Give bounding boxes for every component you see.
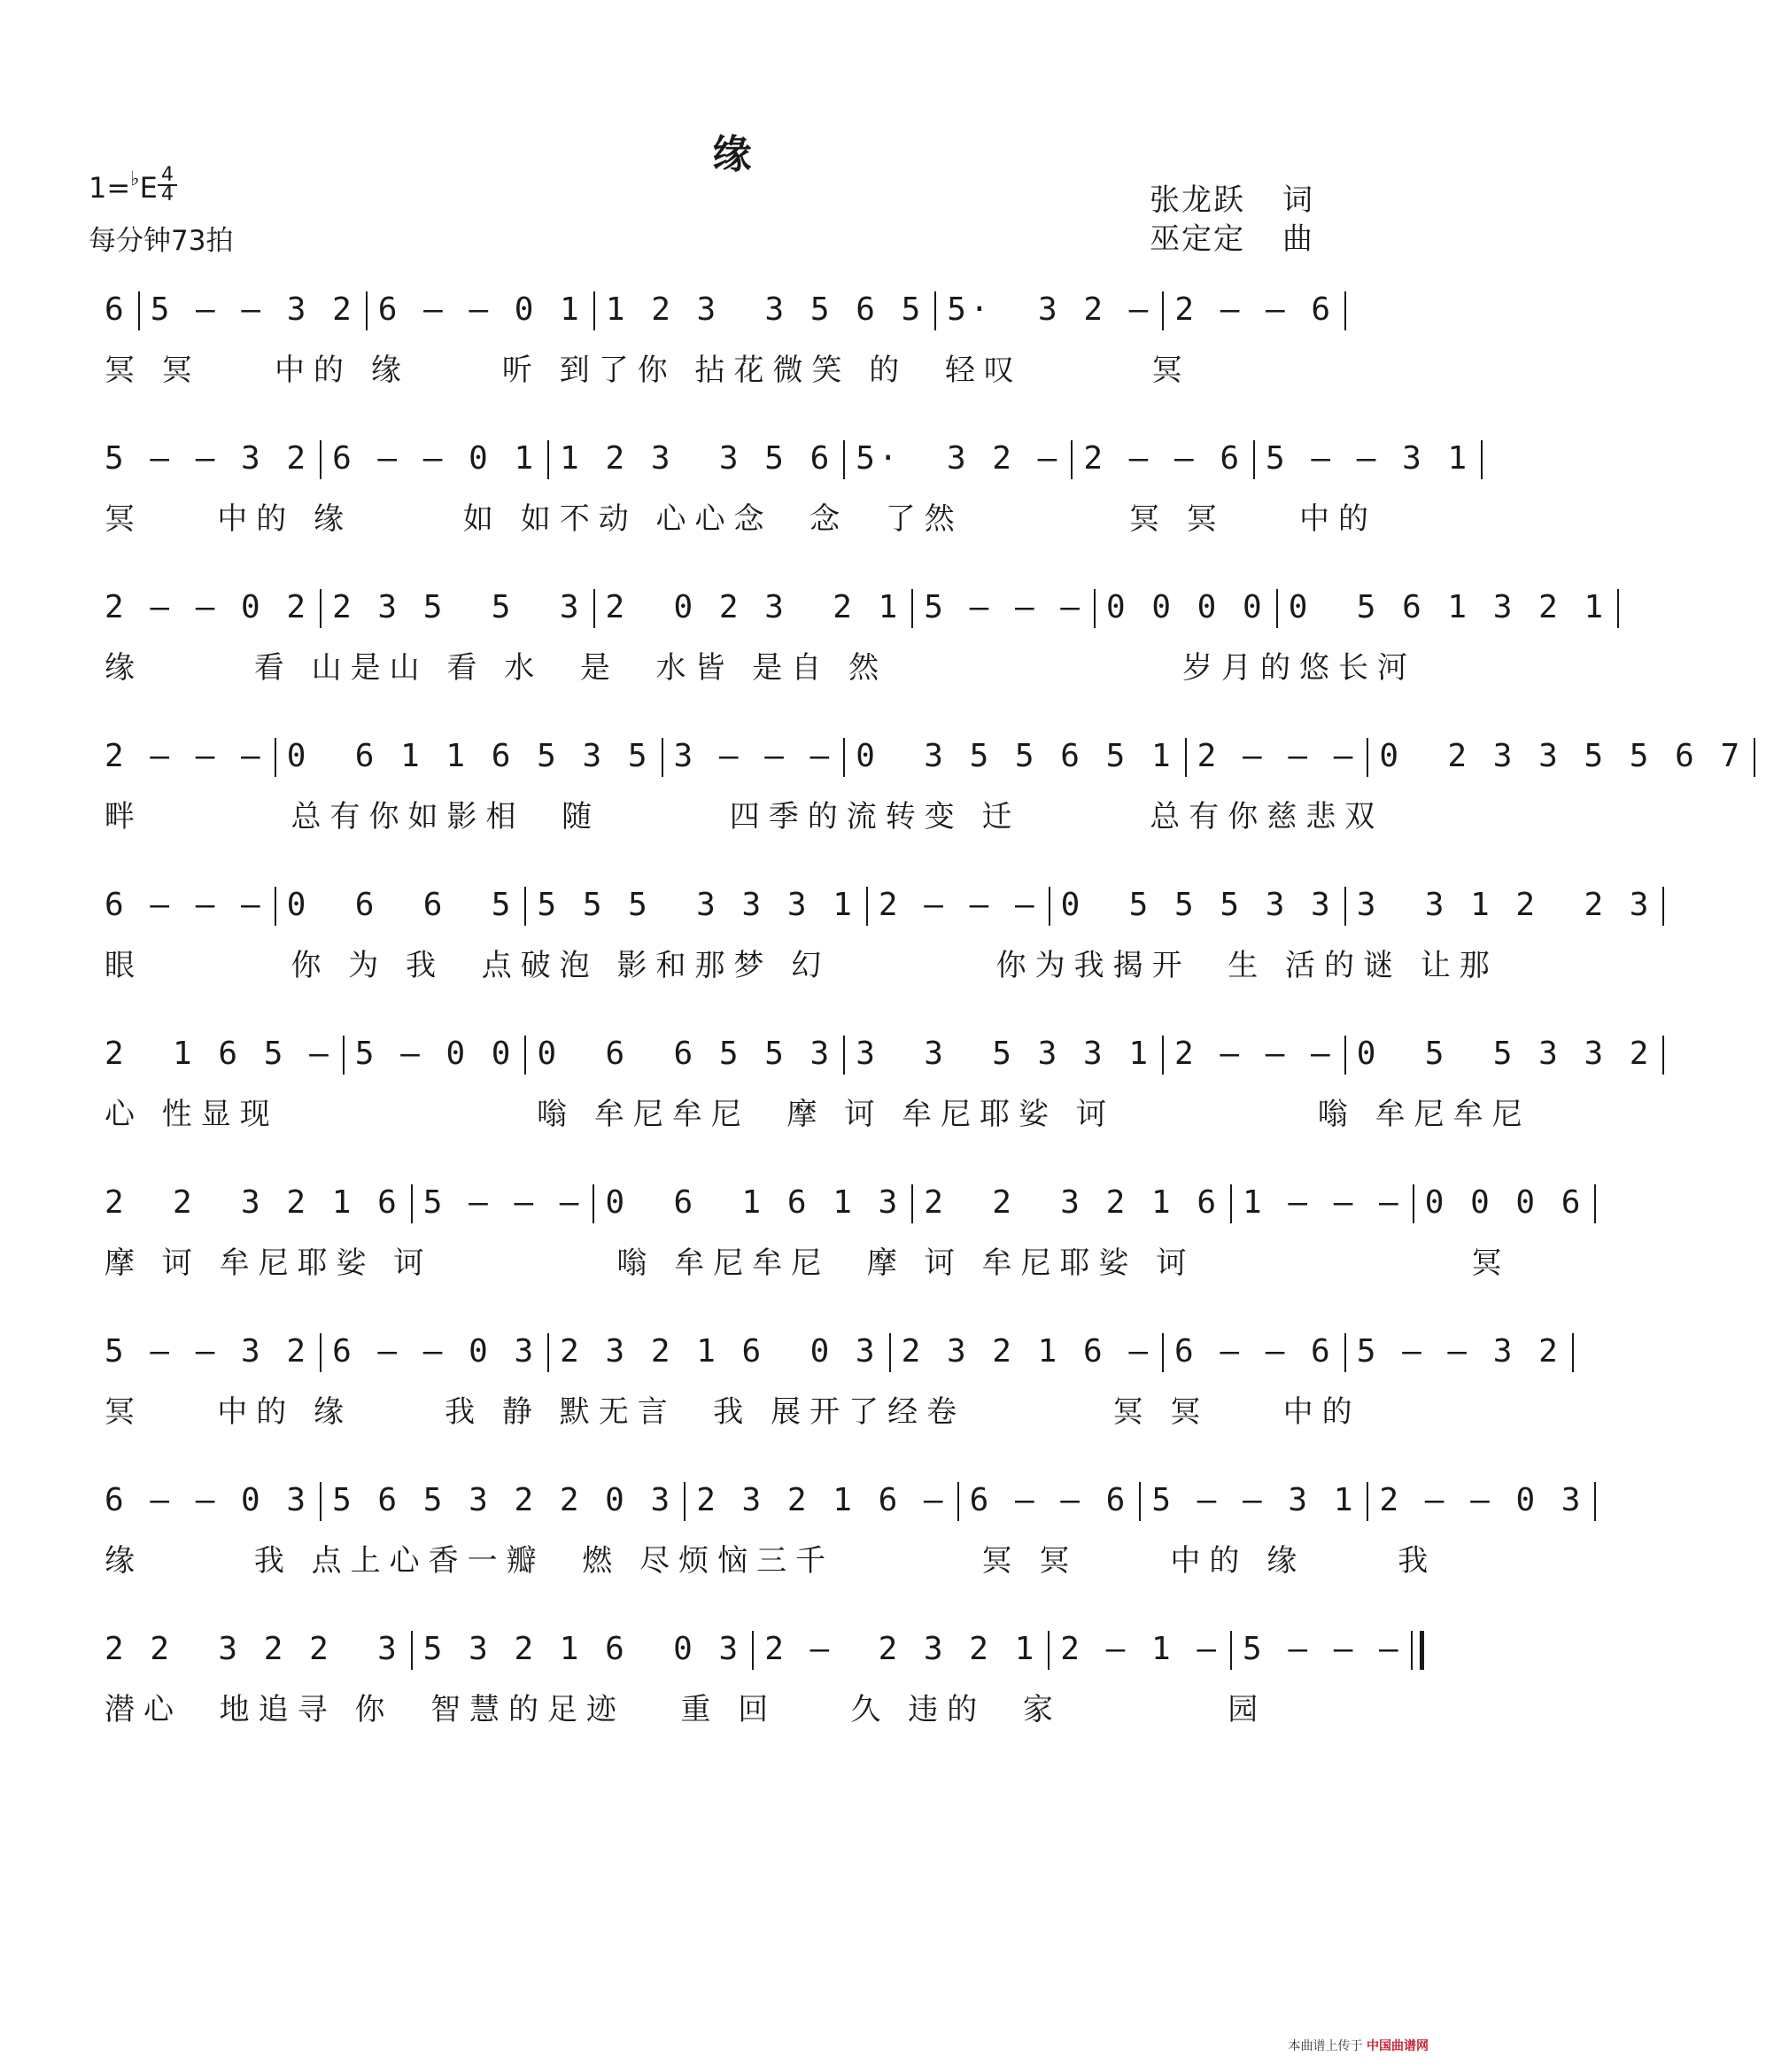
measure: 2 – – 0 3 [1379, 1482, 1584, 1518]
measure: 2 0 2 3 2 1 [605, 589, 902, 625]
score-system [105, 1028, 1653, 1141]
barline [320, 589, 321, 628]
measure: 0 0 0 0 [1105, 589, 1266, 625]
barline [320, 1333, 321, 1372]
measure: 5 – – – [924, 589, 1083, 625]
notation-line [105, 1623, 1402, 1676]
footer-text: 本曲谱上传于 [1288, 2039, 1363, 2053]
measure: 2 – – 6 [1174, 291, 1335, 328]
barline [1344, 887, 1346, 926]
barline [684, 1482, 685, 1521]
time-signature [158, 164, 177, 206]
barline [320, 440, 321, 479]
measure: 0 5 5 5 3 3 [1060, 887, 1334, 923]
barline [1049, 887, 1050, 926]
barline [411, 1184, 413, 1223]
measure: 0 5 5 3 3 2 [1356, 1036, 1653, 1072]
meter-bottom: 4 [158, 184, 177, 204]
lyrics-line: 心 性显现 嗡 牟尼牟尼 摩 诃 牟尼耶娑 诃 嗡 牟尼牟尼 [105, 1097, 1531, 1132]
barline [547, 440, 549, 479]
measure: 5 – – 3 1 [1151, 1482, 1357, 1518]
lyrics-line: 潜心 地追寻 你 智慧的足迹 重 回 久 违的 家 园 [105, 1692, 1267, 1727]
barline [1662, 887, 1664, 926]
barline [547, 1333, 549, 1372]
measure: 2 – – – [105, 738, 264, 774]
barline [1594, 1482, 1596, 1521]
credit-role: 词 [1282, 182, 1313, 218]
measure: 5 5 5 3 3 3 1 [537, 887, 856, 923]
final-barline [1411, 1631, 1424, 1670]
score-system [105, 1623, 1402, 1736]
barline [843, 440, 845, 479]
barline [1572, 1333, 1574, 1372]
measure: 2 – 2 3 2 1 [764, 1631, 1038, 1667]
measure: 0 2 3 3 5 5 6 7 [1379, 738, 1744, 774]
upload-footer [1289, 2037, 1429, 2054]
score-system [105, 1325, 1561, 1439]
barline [1094, 589, 1096, 628]
barline [911, 589, 913, 628]
barline [1230, 1631, 1232, 1670]
measure: 5 – – 3 1 [1266, 440, 1471, 477]
site-logo-text: 中国曲谱网 [1367, 2039, 1429, 2053]
measure: 6 – – 6 [1174, 1333, 1334, 1370]
measure: 0 6 1 1 6 5 3 5 [286, 738, 651, 774]
barline [1367, 738, 1368, 777]
measure: 6 – – 0 3 [105, 1482, 310, 1518]
barline [752, 1631, 754, 1670]
barline [1162, 1036, 1164, 1075]
measure: 0 6 6 5 [286, 887, 515, 923]
credit-role: 曲 [1282, 221, 1313, 257]
measure: 2 2 3 2 1 6 [105, 1184, 400, 1221]
barline [1594, 1184, 1596, 1223]
lyrics-line: 冥 冥 中的 缘 听 到了你 拈花微笑 的 轻叹 冥 [105, 353, 1191, 388]
song-title: 缘 [712, 132, 752, 177]
measure: 6 – – – [105, 887, 264, 923]
score-system [105, 283, 1335, 397]
barline [1230, 1184, 1232, 1223]
measure: 2 3 2 1 6 – [901, 1333, 1152, 1370]
meter-top: 4 [161, 164, 174, 186]
barline [934, 291, 936, 330]
barline [1344, 291, 1346, 330]
score-system [105, 1176, 1584, 1290]
measure: 3 3 1 2 2 3 [1356, 887, 1653, 923]
measure: 2 2 3 2 2 3 [105, 1631, 400, 1667]
barline [1367, 1482, 1368, 1521]
score-system [105, 432, 1471, 546]
notation-line [105, 1325, 1561, 1378]
measure: 5 – – 3 2 [105, 1333, 310, 1370]
composer-credit [1150, 220, 1313, 259]
measure: 2 1 6 5 – [105, 1036, 332, 1072]
measure: 6 [105, 291, 128, 328]
barline [366, 291, 368, 330]
measure: 6 – – 0 3 [332, 1333, 538, 1370]
barline [1481, 440, 1483, 479]
barline [866, 887, 868, 926]
barline [1048, 1631, 1050, 1670]
barline [957, 1482, 959, 1521]
measure: 5 – – – [1243, 1631, 1402, 1667]
lyricist-credit [1150, 181, 1313, 220]
barline [320, 1482, 321, 1521]
credit-name: 巫定定 [1150, 221, 1245, 257]
barline [1253, 440, 1255, 479]
measure: 5· 3 2 – [856, 440, 1061, 477]
credits [1150, 181, 1313, 259]
measure: 0 5 6 1 3 2 1 [1288, 589, 1607, 625]
measure: 0 0 0 6 [1424, 1184, 1584, 1221]
measure: 5 – – 3 2 [150, 291, 355, 328]
barline [1617, 589, 1619, 628]
measure: 1 – – – [1243, 1184, 1402, 1221]
measure: 1 2 3 3 5 6 5 [605, 291, 925, 328]
barline [524, 887, 526, 926]
measure: 2 – – – [878, 887, 1038, 923]
barline [843, 1036, 845, 1075]
measure: 5 – – 3 2 [1356, 1333, 1561, 1370]
barline [1662, 1036, 1664, 1075]
barline [1344, 1333, 1346, 1372]
notation-line [105, 581, 1607, 634]
measure: 2 – – 6 [1083, 440, 1243, 477]
measure: 5 6 5 3 2 2 0 3 [332, 1482, 674, 1518]
barline [1754, 738, 1755, 777]
measure: 2 – – – [1174, 1036, 1334, 1072]
barline [593, 589, 595, 628]
score-system [105, 1474, 1584, 1587]
measure: 0 6 1 6 1 3 [605, 1184, 902, 1221]
notation-line [105, 432, 1471, 485]
lyrics-line: 摩 诃 牟尼耶娑 诃 嗡 牟尼牟尼 摩 诃 牟尼耶娑 诃 冥 [105, 1246, 1511, 1281]
notation-line [105, 1176, 1584, 1230]
key-prefix: 1= [89, 171, 131, 205]
measure: 5· 3 2 – [947, 291, 1152, 328]
measure: 2 – 1 – [1060, 1631, 1220, 1667]
measure: 2 2 3 2 1 6 [924, 1184, 1220, 1221]
measure: 2 3 5 5 3 [332, 589, 583, 625]
measure: 2 – – 0 2 [105, 589, 310, 625]
barline [1276, 589, 1278, 628]
measure: 2 3 2 1 6 – [696, 1482, 947, 1518]
barline [1071, 440, 1073, 479]
lyrics-line: 缘 我 点上心香一瓣 燃 尽烦恼三千 冥 冥 中的 缘 我 [105, 1543, 1437, 1579]
measure: 5 3 2 1 6 0 3 [422, 1631, 742, 1667]
barline [593, 291, 595, 330]
barline [1344, 1036, 1346, 1075]
score-system [105, 879, 1653, 992]
barline [275, 887, 276, 926]
barline [1162, 291, 1164, 330]
barline [275, 738, 276, 777]
measure: 0 6 6 5 5 3 [537, 1036, 833, 1072]
measure: 2 3 2 1 6 0 3 [560, 1333, 879, 1370]
notation-line [105, 1474, 1584, 1527]
notation-line [105, 283, 1335, 337]
key-note: E [139, 171, 158, 205]
barline [889, 1333, 891, 1372]
barline [843, 738, 845, 777]
barline [593, 1184, 594, 1223]
score-system [105, 730, 1744, 843]
lyrics-line: 冥 中的 缘 如 如不动 心心念 念 了然 冥 冥 中的 [105, 501, 1378, 537]
flat-sign: ♭ [130, 168, 140, 190]
barline [1162, 1333, 1164, 1372]
barline [1413, 1184, 1414, 1223]
lyrics-line: 畔 总有你如影相 随 四季的流转变 迁 总有你慈悲双 [105, 799, 1384, 834]
measure: 6 – – 0 1 [332, 440, 538, 477]
notation-line [105, 730, 1744, 783]
barline [662, 738, 663, 777]
credit-name: 张龙跃 [1150, 182, 1245, 218]
lyrics-line: 冥 中的 缘 我 静 默无言 我 展开了经卷 冥 冥 中的 [105, 1394, 1361, 1430]
measure: 1 2 3 3 5 6 [560, 440, 833, 477]
notation-line [105, 1028, 1653, 1081]
measure: 3 3 5 3 3 1 [856, 1036, 1151, 1072]
measure: 6 – – 6 [969, 1482, 1129, 1518]
barline [911, 1184, 913, 1223]
barline [1139, 1482, 1141, 1521]
barline [138, 291, 140, 330]
lyrics-line: 缘 看 山是山 看 水 是 水皆 是自 然 岁月的悠长河 [105, 650, 1417, 686]
barline [343, 1036, 345, 1075]
key-signature [89, 168, 158, 205]
tempo-marking: 每分钟73拍 [89, 225, 234, 257]
measure: 3 – – – [673, 738, 833, 774]
measure: 5 – 0 0 [354, 1036, 515, 1072]
barline [1185, 738, 1187, 777]
score-system [105, 581, 1607, 695]
barline [411, 1631, 413, 1670]
measure: 5 – – 3 2 [105, 440, 310, 477]
measure: 5 – – – [422, 1184, 583, 1221]
measure: 6 – – 0 1 [377, 291, 583, 328]
measure: 2 – – – [1197, 738, 1357, 774]
lyrics-line: 眼 你 为 我 点破泡 影和那梦 幻 你为我揭开 生 活的谜 让那 [105, 948, 1499, 983]
barline [524, 1036, 526, 1075]
notation-line [105, 879, 1653, 932]
measure: 0 3 5 5 6 5 1 [856, 738, 1174, 774]
